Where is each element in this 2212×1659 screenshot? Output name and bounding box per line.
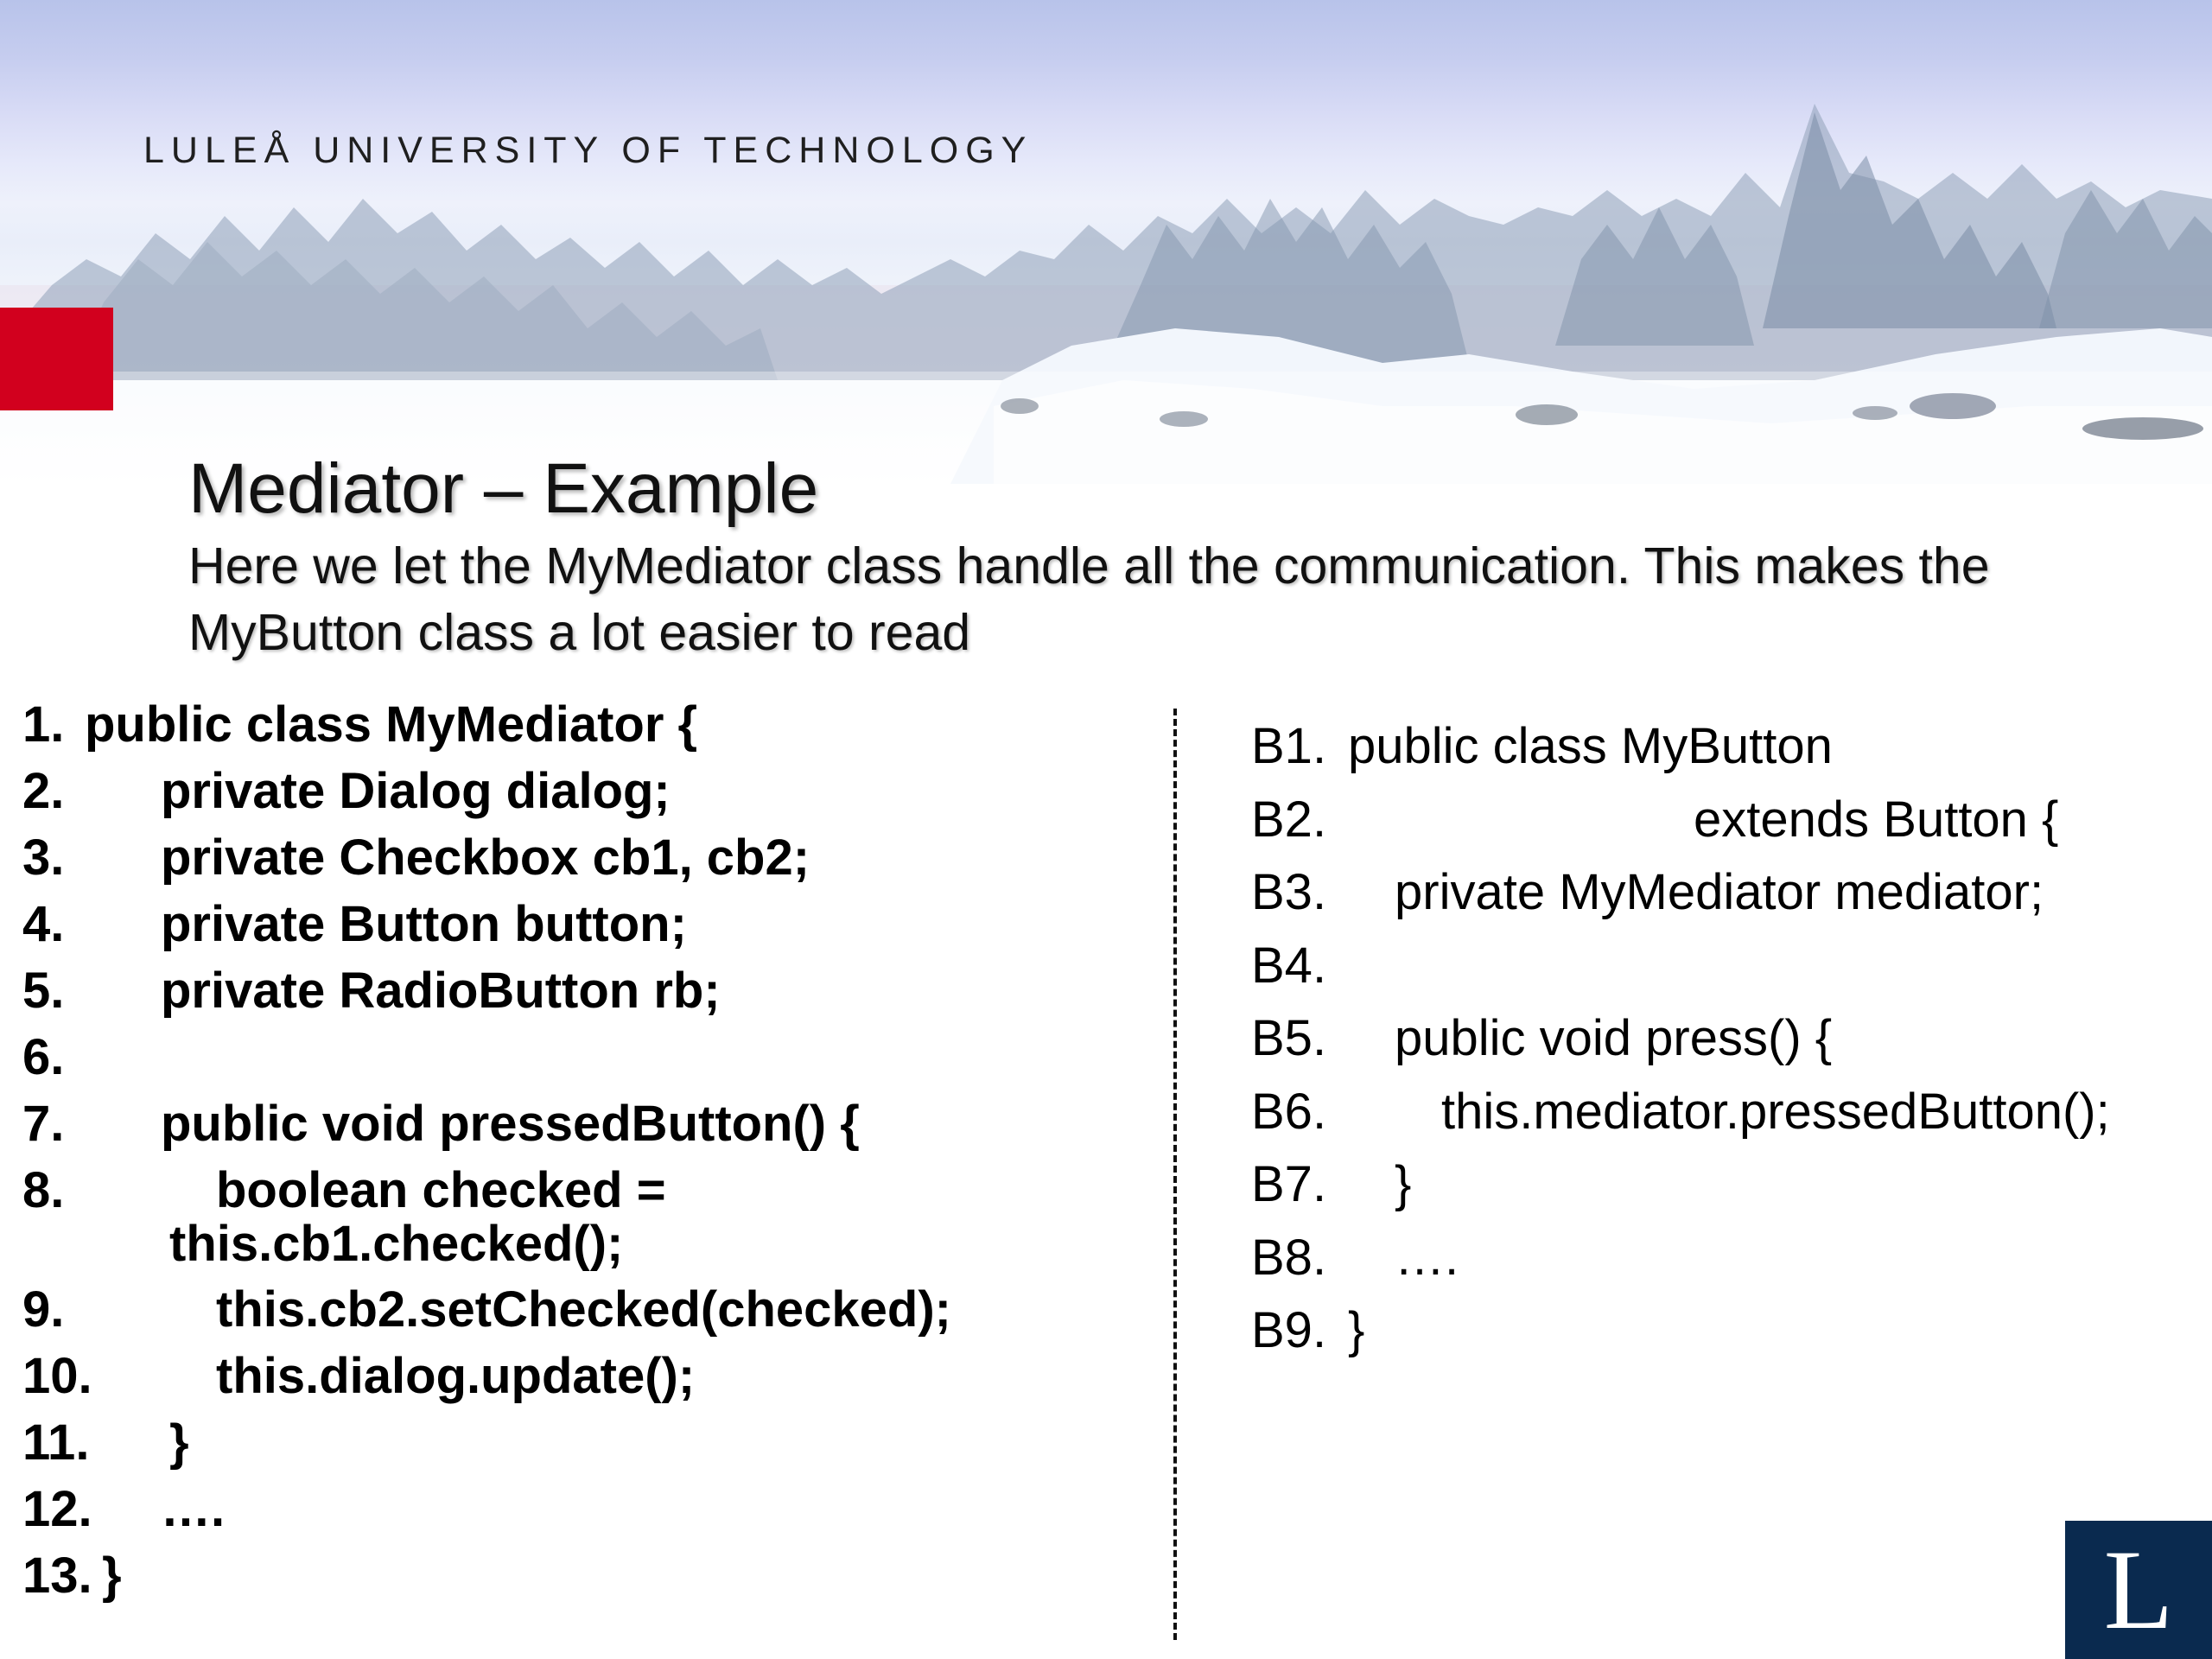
line-number: 12.	[22, 1481, 92, 1537]
line-number: 5.	[22, 963, 65, 1019]
red-accent-square	[0, 308, 113, 410]
line-text: private Button button;	[161, 896, 687, 952]
logo-letter: L	[2103, 1526, 2174, 1653]
university-name: LULEÅ UNIVERSITY OF TECHNOLOGY	[143, 130, 1033, 171]
line-number: 8.	[22, 1162, 65, 1218]
line-text: }	[1395, 1156, 1412, 1212]
line-number: 9.	[22, 1281, 65, 1338]
line-text: public void pressedButton() {	[161, 1096, 860, 1152]
line-number: 10.	[22, 1348, 92, 1404]
slide-title: Mediator – Example	[188, 449, 819, 528]
line-number: 7.	[22, 1096, 65, 1152]
slide-subtitle: Here we let the MyMediator class handle all the communication. This makes the MyButton class a lot easier to read	[188, 537, 1990, 661]
line-text: public class MyButton	[1348, 718, 1833, 774]
line-text: ….	[161, 1481, 226, 1537]
line-number: B6.	[1251, 1083, 1327, 1140]
line-number: 1.	[22, 696, 65, 753]
line-number: B2.	[1251, 791, 1327, 848]
line-text: }	[102, 1548, 122, 1604]
line-number: 3.	[22, 830, 65, 886]
line-text: private MyMediator mediator;	[1395, 864, 2044, 920]
line-number: 11.	[22, 1414, 90, 1471]
line-number: 13.	[22, 1548, 92, 1604]
line-number: 6.	[22, 1029, 65, 1085]
line-continuation: this.cb1.checked();	[169, 1216, 624, 1272]
line-text: private RadioButton rb;	[161, 963, 721, 1019]
line-text: boolean checked =	[216, 1162, 666, 1218]
line-number: B4.	[1251, 937, 1327, 994]
line-number: B1.	[1251, 718, 1327, 774]
line-text: public void press() {	[1395, 1010, 1833, 1066]
line-text: private Dialog dialog;	[161, 763, 671, 819]
line-text: ….	[1395, 1229, 1459, 1286]
line-text: this.cb2.setChecked(checked);	[216, 1281, 951, 1338]
university-logo	[2065, 1521, 2212, 1659]
line-text: extends Button {	[1694, 791, 2059, 848]
line-text: }	[1348, 1302, 1365, 1358]
line-number: B5.	[1251, 1010, 1327, 1066]
dashed-divider	[1173, 709, 1177, 1640]
line-text: this.dialog.update();	[216, 1348, 696, 1404]
line-number: B7.	[1251, 1156, 1327, 1212]
line-text: }	[169, 1414, 189, 1471]
line-number: B9.	[1251, 1302, 1327, 1358]
line-text: public class MyMediator {	[85, 696, 698, 753]
line-number: B8.	[1251, 1229, 1327, 1286]
winter-landscape-image	[0, 0, 2212, 484]
line-text: private Checkbox cb1, cb2;	[161, 830, 810, 886]
line-number: B3.	[1251, 864, 1327, 920]
header-banner	[0, 0, 2212, 484]
line-text: this.mediator.pressedButton();	[1441, 1083, 2110, 1140]
line-number: 4.	[22, 896, 65, 952]
line-number: 2.	[22, 763, 65, 819]
